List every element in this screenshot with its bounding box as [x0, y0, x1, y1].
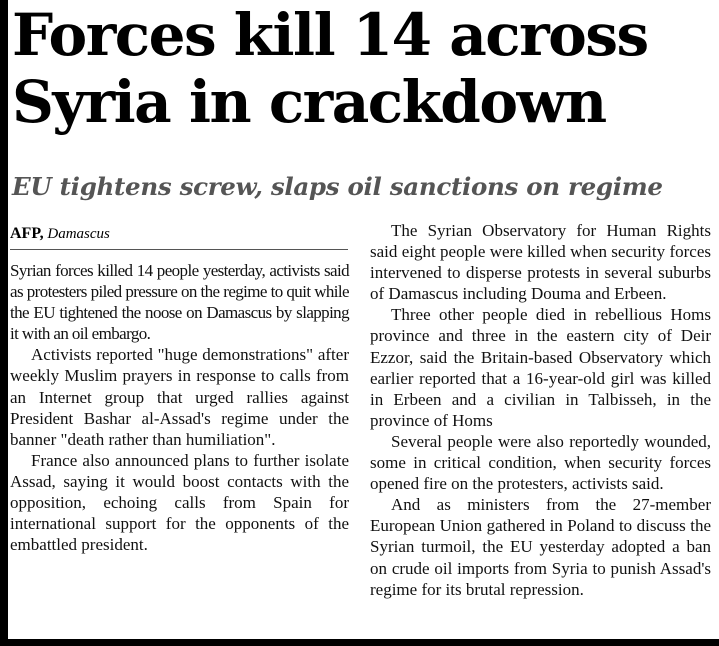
byline-location: Damascus: [47, 226, 110, 242]
byline-agency: AFP,: [10, 225, 44, 242]
article-paragraph: Syrian forces killed 14 people yesterday, activists said as protesters piled pressure on the regime to quit while the EU tightened the noose on Damascus by slapping it with an oil embargo.: [10, 261, 349, 344]
byline: [10, 224, 350, 244]
byline-rule: [10, 249, 348, 250]
page-bottom-border: [0, 639, 719, 646]
headline-line-1: Forces kill 14 across: [12, 1, 648, 69]
article-paragraph: Activists reported "huge demonstrations" after weekly Muslim prayers in response to calls from an Internet group that urged rallies against President Bashar al-Assad's regime under the banner "death rather than humiliation".: [10, 345, 349, 449]
article-paragraph: And as ministers from the 27-member European Union gathered in Poland to discuss the Syrian turmoil, the EU yesterday adopted a ban on crude oil imports from Syria to punish Assad's regime for its brutal repression.: [370, 495, 711, 599]
headline: [12, 2, 717, 136]
article-paragraph: Several people were also reportedly wounded, some in critical condition, when security forces opened fire on the protesters, activists said.: [370, 431, 711, 494]
page-left-border: [0, 0, 8, 646]
subheadline: EU tightens screw, slaps oil sanctions on regime: [12, 172, 663, 201]
article-column-2: [370, 220, 711, 600]
article-paragraph: Three other people died in rebellious Homs province and three in the eastern city of Deir Ezzor, said the Britain-based Observatory which earlier reported that a 16-year-old girl was killed in Erbeen and a civilian in Talbisseh, in the province of Homs: [370, 305, 711, 430]
article-column-1: [10, 260, 349, 555]
article-paragraph: France also announced plans to further isolate Assad, saying it would boost contacts with the opposition, echoing calls from Spain for international support for the opponents of the embattled president.: [10, 450, 349, 555]
article-paragraph: The Syrian Observatory for Human Rights said eight people were killed when security forces intervened to disperse protests in several suburbs of Damascus including Douma and Erbeen.: [370, 221, 711, 304]
headline-line-2: Syria in crackdown: [12, 68, 606, 136]
